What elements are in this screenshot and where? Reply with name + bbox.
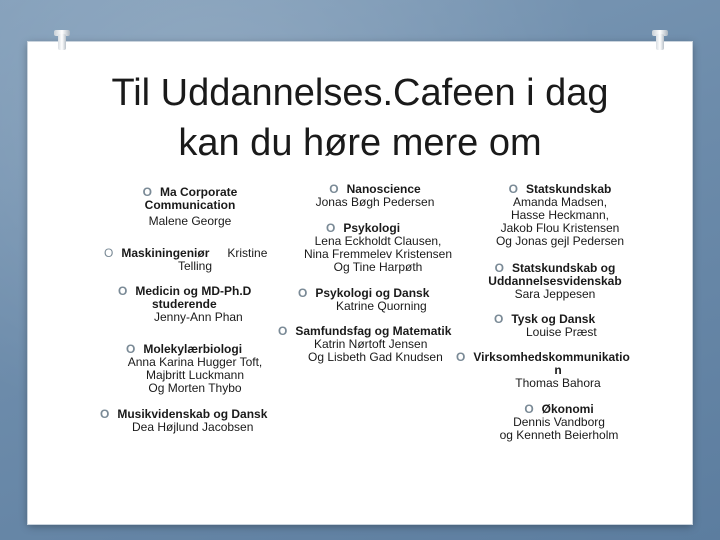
- item-tysk-dansk: O Tysk og Dansk Louise Præst: [494, 312, 597, 339]
- pin-icon: [54, 30, 70, 52]
- item-maskiningenior: O Maskiningeniør Kristine Telling: [104, 246, 268, 273]
- item-psykologi-dansk: O Psykologi og Dansk Katrine Quorning: [298, 286, 430, 313]
- item-musikvidenskab: O Musikvidenskab og Dansk Dea Højlund Jacobsen: [100, 407, 268, 434]
- item-psykologi: O Psykologi Lena Eckholdt Clausen, Nina Fremmelev Kristensen Og Tine Harpøth: [303, 221, 453, 274]
- item-statskundskab: O Statskundskab Amanda Madsen, Hasse Heckmann, Jakob Flou Kristensen Og Jonas gejl Pedersen: [495, 182, 625, 248]
- slide-title: Til Uddannelses.Cafeen i dag kan du høre mere om: [111, 72, 609, 164]
- pin-icon: [652, 30, 668, 52]
- item-ma-corporate: O Ma Corporate Communication Malene George: [142, 185, 238, 228]
- item-samfundsfag: O Samfundsfag og Matematik Katrin Nørtoft Jensen Og Lisbeth Gad Knudsen: [278, 324, 452, 364]
- item-okonomi: O Økonomi Dennis Vandborg og Kenneth Beierholm: [499, 402, 619, 442]
- item-nanoscience: O Nanoscience Jonas Bøgh Pedersen: [315, 182, 435, 209]
- item-molekylaer: O Molekylærbiologi Anna Karina Hugger Toft, Majbritt Luckmann Og Morten Thybo: [126, 342, 263, 395]
- item-medicin: O Medicin og MD-Ph.D studerende Jenny-Ann Phan: [118, 284, 252, 324]
- item-virksomhed: O Virksomhedskommunikatio n Thomas Bahora: [456, 350, 630, 390]
- item-statskundskab-uddannelse: O Statskundskab og Uddannelsesvidenskab Sara Jeppesen: [488, 261, 622, 301]
